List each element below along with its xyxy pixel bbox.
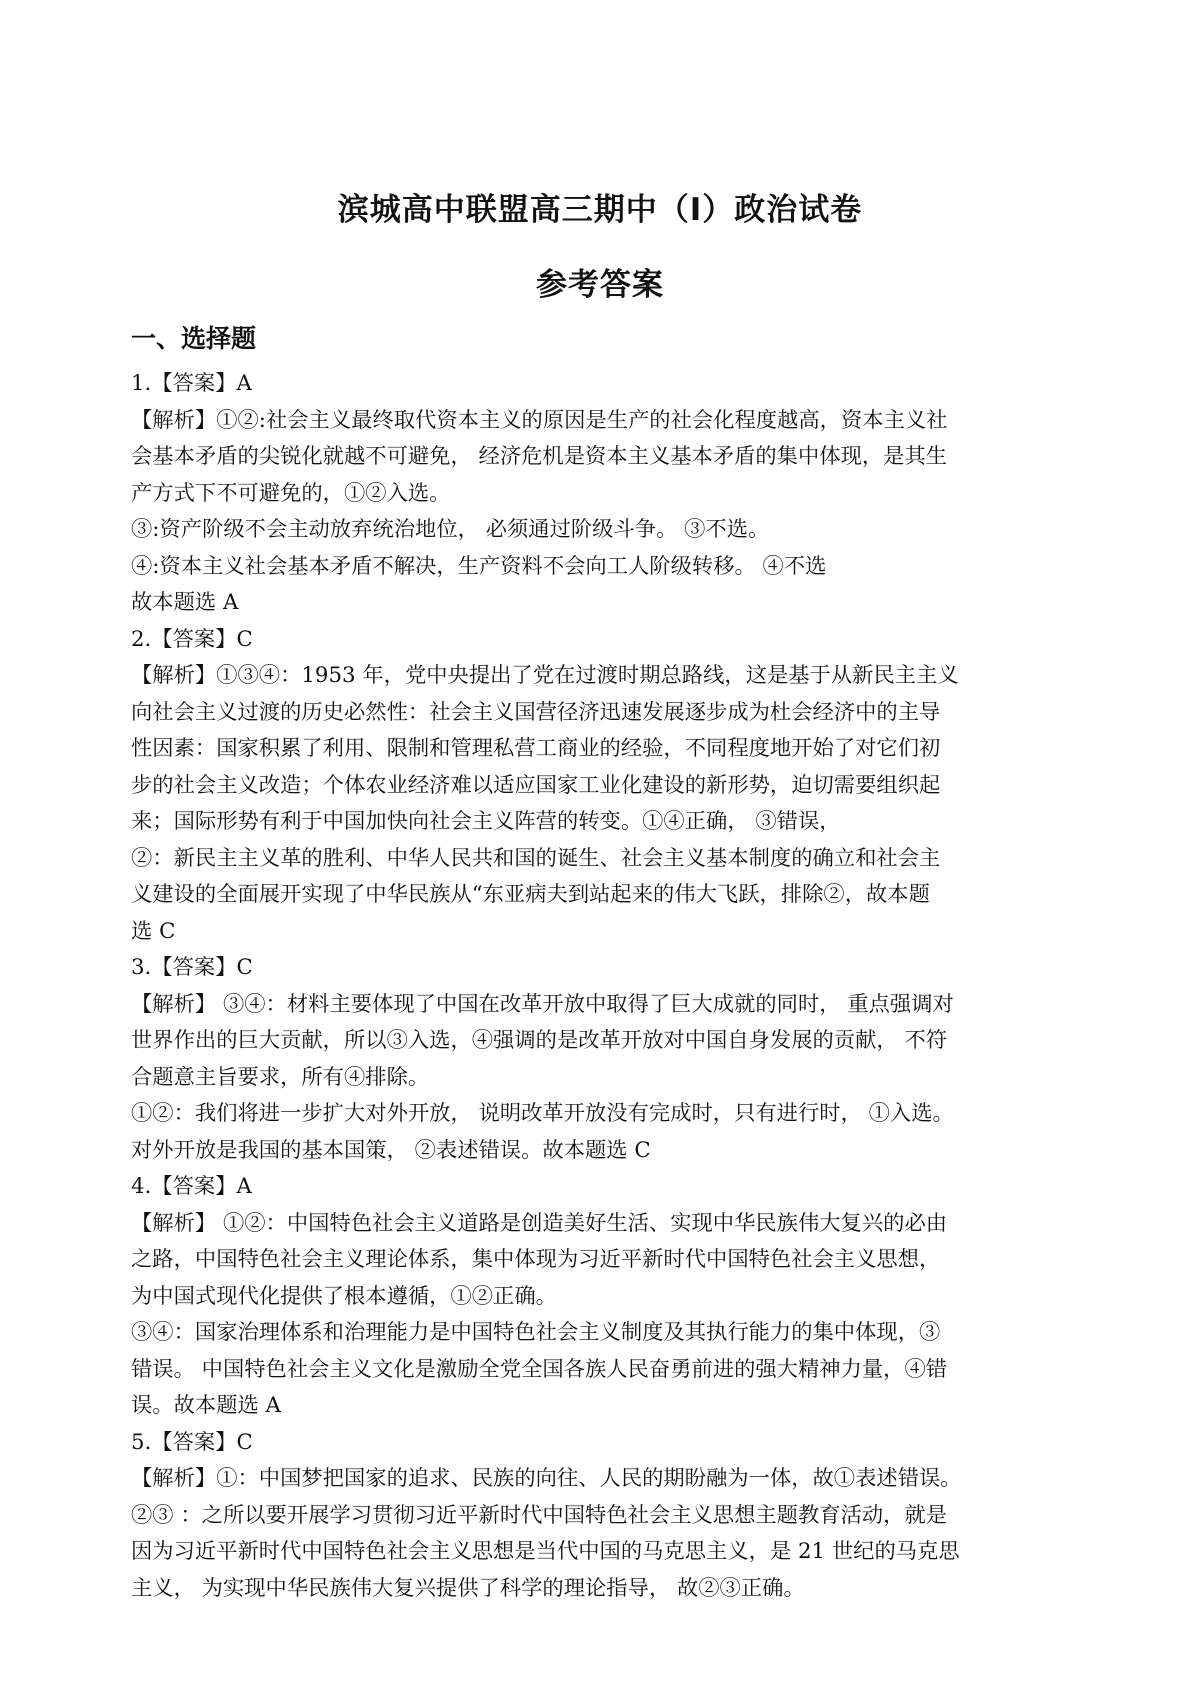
text-line: 步的社会主义改造；个体农业经济难以适应国家工业化建设的新形势，迫切需要组织起 xyxy=(131,772,941,798)
text-line: 选 C xyxy=(131,918,176,944)
section-heading: 一、选择题 xyxy=(131,324,257,353)
text-line: 1.【答案】A xyxy=(131,371,252,396)
text-line: 之路，中国特色社会主义理论体系，集中体现为习近平新时代中国特色社会主义思想， xyxy=(131,1247,941,1272)
text-line: 性因素：国家积累了利用、限制和管理私营工商业的经验，不同程度地开始了对它们初 xyxy=(131,736,941,761)
text-line: 合题意主旨要求，所有④排除。 xyxy=(131,1064,430,1090)
text-line: 对外开放是我国的基本国策， ②表述错误。故本题选 C xyxy=(131,1137,651,1163)
text-line: ①②：我们将进一步扩大对外开放， 说明改革开放没有完成时，只有进行时， ①入选。 xyxy=(131,1101,954,1126)
text-line: ③④：国家治理体系和治理能力是中国特色社会主义制度及其执行能力的集中体现，③ xyxy=(131,1320,941,1345)
text-line: 产方式下不可避免的，①②入选。 xyxy=(131,480,451,506)
text-line: 向社会主义过渡的历史必然性：社会主义国营径济迅速发展逐步成为杜会经济中的主导 xyxy=(131,699,941,725)
text-line: 为中国式现代化提供了根本遵循，①②正确。 xyxy=(131,1283,557,1309)
text-line: 会基本矛盾的尖锐化就越不可避免， 经济危机是资本主义基本矛盾的集中体现，是其生 xyxy=(131,444,948,469)
text-line: 【解析】①②:社会主义最终取代资本主义的原因是生产的社会化程度越高，资本主义社 xyxy=(131,407,948,433)
text-line: 3.【答案】C xyxy=(131,955,253,980)
text-line: 世界作出的巨大贡献，所以③入选，④强调的是改革开放对中国自身发展的贡献， 不符 xyxy=(131,1028,948,1053)
text-line: 4.【答案】A xyxy=(131,1174,252,1199)
text-line: 误。故本题选 A xyxy=(131,1393,281,1418)
text-line: 义建设的全面展开实现了中华民族从“东亚病夫到站起来的伟大飞跃，排除②，故本题 xyxy=(131,882,930,907)
text-line: ③:资产阶级不会主动放弃统治地位， 必须通过阶级斗争。 ③不选。 xyxy=(131,517,770,542)
text-line: ④:资本主义社会基本矛盾不解决，生产资料不会向工人阶级转移。 ④不选 xyxy=(131,553,827,579)
text-line: 因为习近平新时代中国特色社会主义思想是当代中国的马克思主义，是 21 世纪的马克思 xyxy=(131,1539,960,1564)
text-line: 错误。 中国特色社会主义文化是激励全党全国各族人民奋勇前进的强大精神力量，④错 xyxy=(131,1356,948,1382)
document-subtitle: 参考答案 xyxy=(536,267,664,303)
text-line: 【解析】①：中国梦把国家的追求、民族的向往、人民的期盼融为一体，故①表述错误。 xyxy=(131,1466,962,1491)
text-line: 故本题选 A xyxy=(131,590,239,615)
text-line: 【解析】 ③④：材料主要体现了中国在改革开放中取得了巨大成就的同时， 重点强调对 xyxy=(131,991,954,1017)
text-line: 主义， 为实现中华民族伟大复兴提供了科学的理论指导， 故②③正确。 xyxy=(131,1575,805,1601)
text-line: ②③ ：之所以要开展学习贯彻习近平新时代中国特色社会主义思想主题教育活动，就是 xyxy=(131,1502,948,1528)
text-line: 【解析】 ①②：中国特色社会主义道路是创造美好生活、实现中华民族伟大复兴的必由 xyxy=(131,1210,948,1236)
text-line: ②：新民主主义革的胜利、中华人民共和国的诞生、社会主义基本制度的确立和社会主 xyxy=(131,845,941,871)
text-line: 5.【答案】C xyxy=(131,1429,253,1455)
text-line: 2.【答案】C xyxy=(131,626,253,652)
answer-body xyxy=(131,366,1081,1607)
document-title: 滨城高中联盟高三期中（Ⅰ）政治试卷 xyxy=(337,192,863,228)
text-line: 来；国际形势有利于中国加快向社会主义阵营的转变。①④正确， ③错误， xyxy=(131,809,841,834)
text-line: 【解析】①③④：1953 年，党中央提出了党在过渡时期总路线，这是基于从新民主主义 xyxy=(131,663,959,688)
